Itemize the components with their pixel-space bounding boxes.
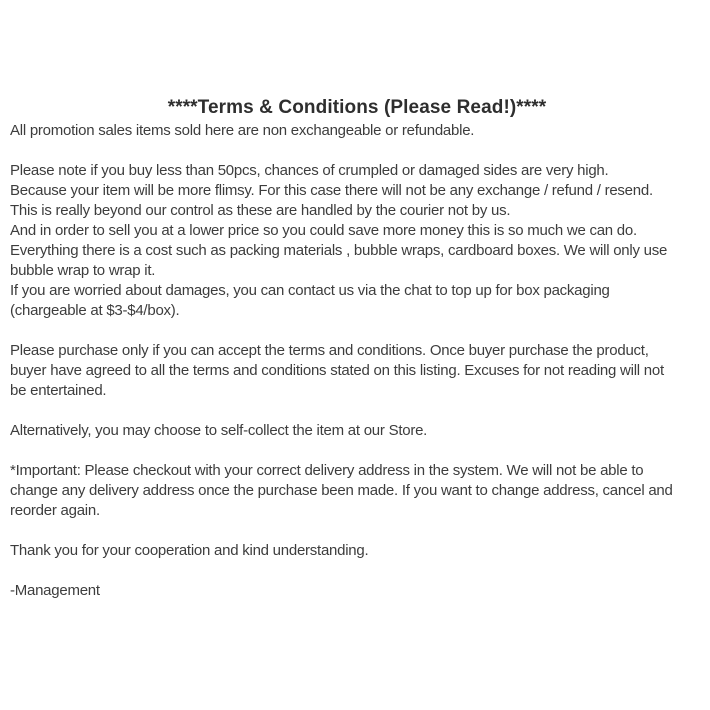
paragraph-line: If you are worried about damages, you can contact us via the chat to top up for box packaging (10, 282, 610, 299)
paragraph-line: Alternatively, you may choose to self-collect the item at our Store. (10, 422, 428, 439)
paragraph-line: And in order to sell you at a lower price so you could save more money this is so much we can do. (10, 222, 637, 239)
paragraph-line: Because your item will be more flimsy. For this case there will not be any exchange / refund / resend. (10, 182, 653, 199)
paragraph-line: Please note if you buy less than 50pcs, chances of crumpled or damaged sides are very high. (10, 162, 609, 179)
terms-body (10, 121, 704, 601)
paragraph-line: (chargeable at $3-$4/box). (10, 302, 180, 319)
paragraph-line: *Important: Please checkout with your correct delivery address in the system. We will not be able to (10, 462, 644, 479)
paragraph (10, 461, 704, 521)
paragraph-line: -Management (10, 582, 100, 599)
paragraph-line: Everything there is a cost such as packing materials , bubble wraps, cardboard boxes. We will only use (10, 242, 668, 259)
paragraph (10, 121, 704, 141)
paragraph (10, 161, 704, 321)
page-title: ****Terms & Conditions (Please Read!)**** (167, 97, 547, 118)
paragraph-line: Please purchase only if you can accept the terms and conditions. Once buyer purchase the product, (10, 342, 649, 359)
paragraph (10, 341, 704, 401)
paragraph-line: bubble wrap to wrap it. (10, 262, 156, 279)
paragraph-line: buyer have agreed to all the terms and conditions stated on this listing. Excuses for not reading will not (10, 362, 664, 379)
paragraph (10, 581, 704, 601)
paragraph-line: change any delivery address once the purchase been made. If you want to change address, cancel and (10, 482, 673, 499)
paragraph (10, 421, 704, 441)
paragraph-line: All promotion sales items sold here are non exchangeable or refundable. (10, 122, 475, 139)
paragraph-line: Thank you for your cooperation and kind understanding. (10, 542, 369, 559)
paragraph-line: be entertained. (10, 382, 107, 399)
paragraph-line: This is really beyond our control as these are handled by the courier not by us. (10, 202, 511, 219)
paragraph (10, 541, 704, 561)
paragraph-line: reorder again. (10, 502, 100, 519)
